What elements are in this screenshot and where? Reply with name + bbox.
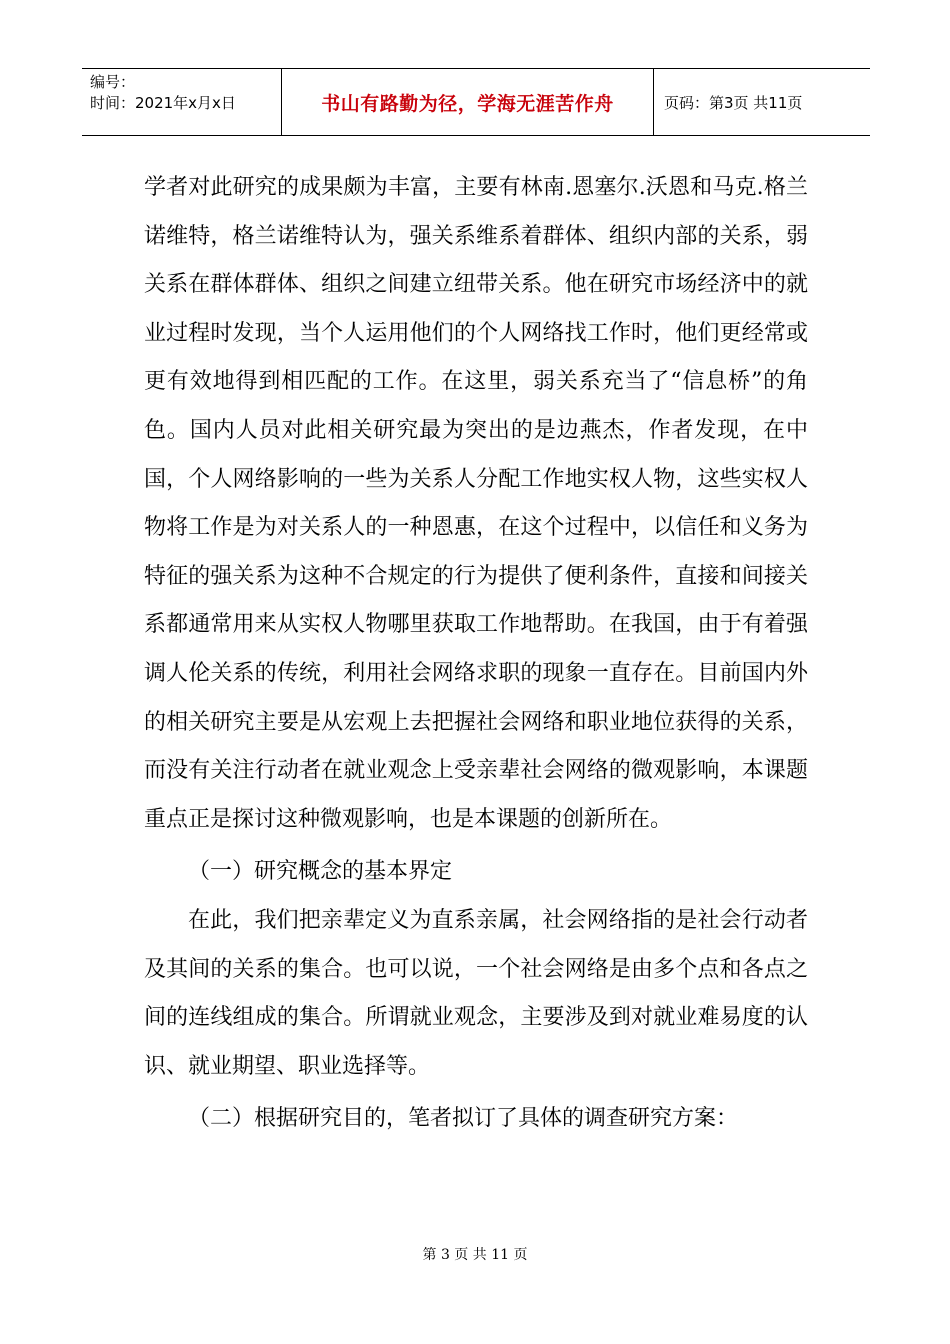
header-meta-cell (82, 69, 282, 135)
header-page-info: 页码：第3页 共11页 (664, 93, 803, 112)
section-heading: （一）研究概念的基本界定 (188, 859, 453, 885)
page-header (82, 68, 870, 136)
header-motto-cell (282, 69, 654, 135)
body-paragraph: 学者对此研究的成果颇为丰富，主要有林南.恩塞尔.沃恩和马克.格兰诺维特，格兰诺维特认为，强关系维系着群体、组织内部的关系，弱关系在群体群体、组织之间建立纽带关系。他在研究市场经济中的就业过程时发现，当个人运用他们的个人网络找工作时，他们更经常或更有效地得到相匹配的工作。在这里，弱关系充当了“信息桥”的角色。国内人员对此相关研究最为突出的是边燕杰，作者发现，在中国，个人网络影响的一些为关系人分配工作地实权人物，这些实权人物将工作是为对关系人的一种恩惠，在这个过程中，以信任和义务为特征的强关系为这种不合规定的行为提供了便利条件，直接和间接关系都通常用来从实权人物哪里获取工作地帮助。在我国，由于有着强调人伦关系的传统，利用社会网络求职的现象一直存在。目前国内外的相关研究主要是从宏观上去把握社会网络和职业地位获得的关系，而没有关注行动者在就业观念上受亲辈社会网络的微观影响，本课题重点正是探讨这种微观影响，也是本课题的创新所在。 (144, 175, 808, 832)
footer-page-number: 第 3 页 共 11 页 (422, 1247, 528, 1263)
document-number-label: 编号： (90, 73, 136, 91)
document-body (144, 164, 808, 1144)
motto-text: 书山有路勤为径，学海无涯苦作舟 (321, 92, 614, 115)
header-page-info-cell (654, 69, 870, 135)
section-heading: （二）根据研究目的，笔者拟订了具体的调查研究方案： (188, 1106, 739, 1132)
body-paragraph: 在此，我们把亲辈定义为直系亲属，社会网络指的是社会行动者及其间的关系的集合。也可以说，一个社会网络是由多个点和各点之间的连线组成的集合。所谓就业观念，主要涉及到对就业难易度的认识、就业期望、职业选择等。 (144, 907, 808, 1079)
document-time-label: 时间：2021年x月x日 (90, 94, 236, 112)
page-footer (0, 1244, 950, 1264)
